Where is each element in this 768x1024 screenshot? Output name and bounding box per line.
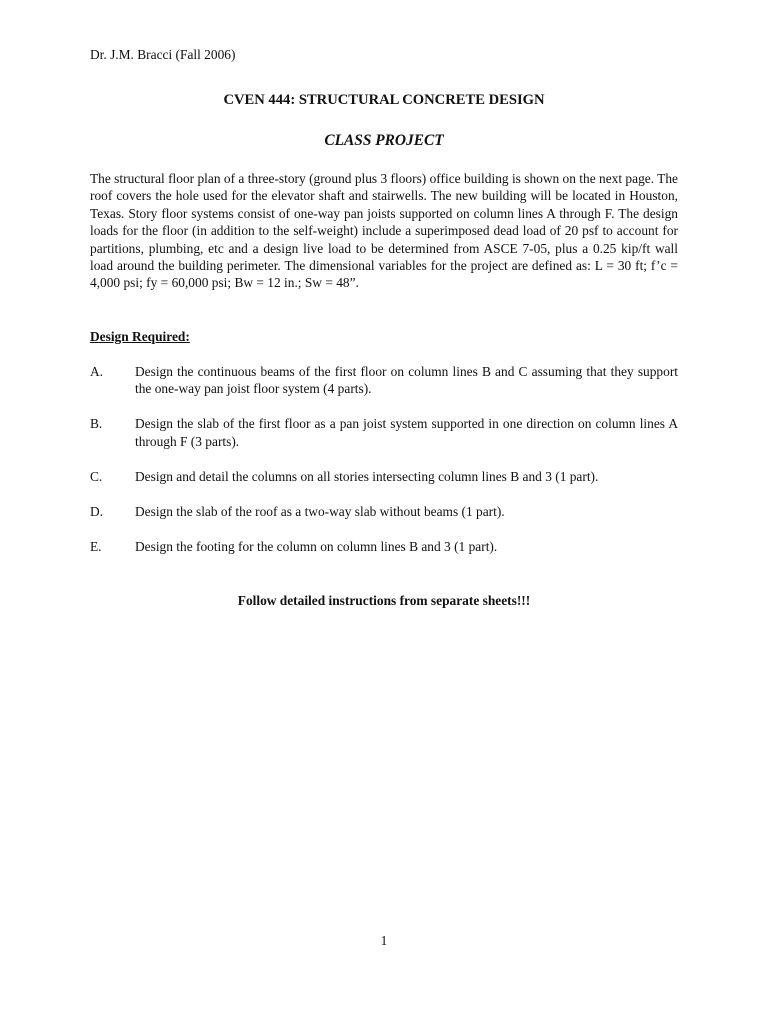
requirement-letter: E.	[90, 538, 102, 554]
requirements-list	[90, 363, 678, 573]
intro-paragraph: The structural floor plan of a three-story (ground plus 3 floors) office building is shown on the next page. The roof covers the hole used for the elevator shaft and stairwells. The new building will be located in Houston, Texas. Story floor systems consist of one-way pan joists supported on column lines A through F. The design loads for the floor (in addition to the self-weight) include a superimposed dead load of 20 psf to account for partitions, plumbing, etc and a design live load to be determined from ASCE 7-05, plus a 0.25 kip/ft wall load around the building perimeter. The dimensional variables for the project are defined as: L = 30 ft; f’c = 4,000 psi; fy = 60,000 psi; Bw = 12 in.; Sw = 48”.	[90, 171, 678, 291]
requirement-text: Design and detail the columns on all stories intersecting column lines B and 3 (1 part).	[135, 468, 599, 484]
requirement-item-a	[90, 363, 678, 398]
requirement-letter: C.	[90, 468, 103, 484]
page-number: 1	[380, 933, 388, 948]
author-line: Dr. J.M. Bracci (Fall 2006)	[90, 47, 236, 62]
project-title: CLASS PROJECT	[324, 132, 444, 149]
requirement-text: Design the slab of the first floor as a pan joist system supported in one direction on column lines A through F (3 parts).	[135, 416, 678, 449]
requirement-letter: D.	[90, 503, 104, 519]
instructions-note: Follow detailed instructions from separate sheets!!!	[237, 593, 531, 608]
requirement-item-e	[90, 538, 678, 555]
requirement-letter: A.	[90, 364, 104, 379]
requirement-text: Design the continuous beams of the first floor on column lines B and C assuming that they support the one-way pan joist floor system (4 parts).	[135, 364, 678, 397]
requirement-text: Design the slab of the roof as a two-way slab without beams (1 part).	[135, 503, 505, 519]
requirement-item-d	[90, 503, 678, 520]
course-title: CVEN 444: STRUCTURAL CONCRETE DESIGN	[223, 92, 545, 108]
requirement-item-c	[90, 468, 678, 485]
design-required-heading: Design Required:	[90, 329, 190, 344]
requirement-item-b	[90, 415, 678, 450]
requirement-text: Design the footing for the column on column lines B and 3 (1 part).	[135, 538, 498, 554]
requirement-letter: B.	[90, 416, 103, 432]
